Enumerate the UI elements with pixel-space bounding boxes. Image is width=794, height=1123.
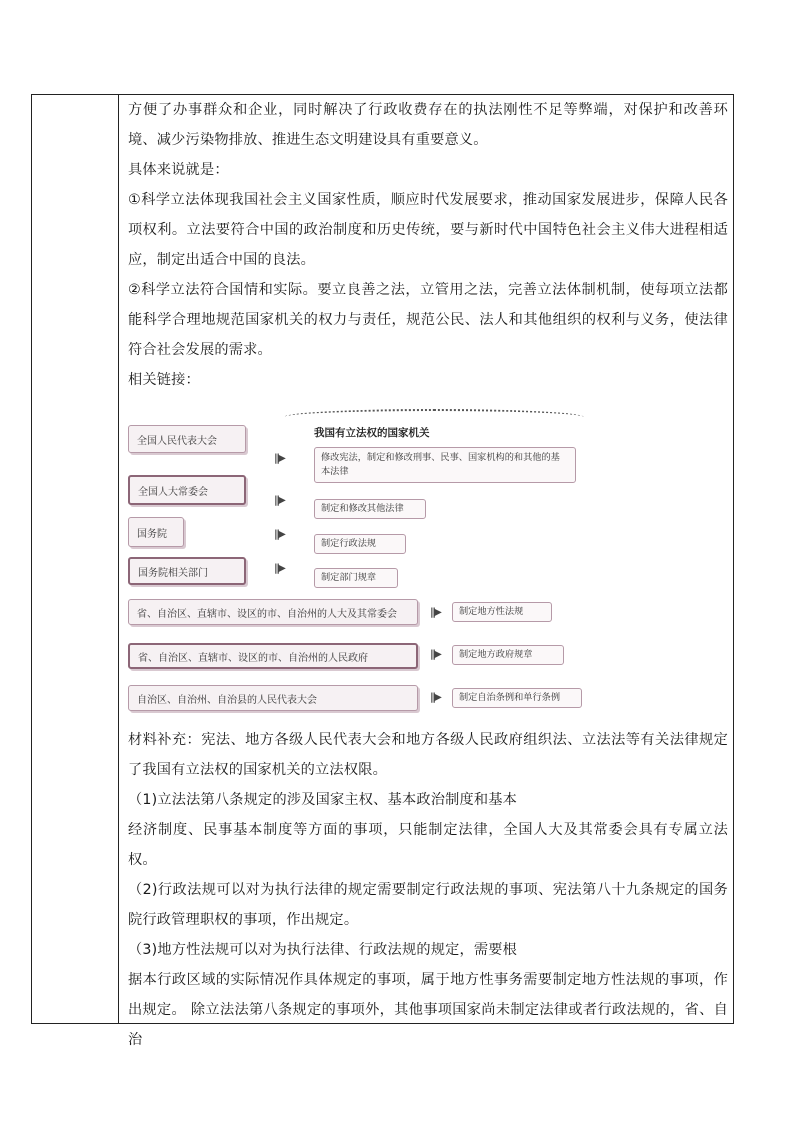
arrow-icon: |||▶ — [430, 649, 440, 660]
power-local-congress: 制定地方性法规 — [452, 602, 552, 622]
figure-title: 我国有立法权的国家机关 — [314, 427, 430, 439]
paragraph-intro: 方便了办事群众和企业，同时解决了行政收费存在的执法刚性不足等弊端，对保护和改善环境、减少污染物排放、推进生态文明建设具有重要意义。 — [128, 102, 728, 148]
arrow-icon: |||▶ — [274, 529, 284, 540]
arrow-icon: |||▶ — [274, 563, 284, 574]
arrow-icon: |||▶ — [274, 453, 284, 464]
paragraph-related-links: 相关链接： — [128, 372, 200, 388]
arrow-icon: |||▶ — [274, 495, 284, 506]
paragraph-item-1a: （1)立法法第八条规定的涉及国家主权、基本政治制度和基本 — [128, 792, 518, 808]
paragraph-point-1: ①科学立法体现我国社会主义国家性质，顺应时代发展要求，推动国家发展进步，保障人民各项权利。立法要符合中国的政治制度和历史传统，要与新时代中国特色社会主义伟大进程相适应，制定出适合中国的良法。 — [128, 192, 728, 268]
paragraph-item-1b: 经济制度、民事基本制度等方面的事项，只能制定法律，全国人大及其常委会具有专属立法权。 — [128, 822, 728, 868]
paragraph-item-3b: 据本行政区域的实际情况作具体规定的事项，属于地方性事务需要制定地方性法规的事项，作出规定。 除立法法第八条规定的事项外，其他事项国家尚未制定法律或者行政法规的，省、自治 — [128, 972, 728, 1048]
paragraph-item-2: （2)行政法规可以对为执行法律的规定需要制定行政法规的事项、宪法第八十九条规定的国务院行政管理职权的事项，作出规定。 — [128, 882, 728, 928]
legislative-organs-figure — [128, 401, 598, 719]
paragraph-item-3a: （3)地方性法规可以对为执行法律、行政法规的规定，需要根 — [128, 942, 518, 958]
arrow-icon: |||▶ — [430, 692, 440, 703]
arrow-icon: |||▶ — [430, 607, 440, 618]
paragraph-supplement: 材料补充：宪法、地方各级人民代表大会和地方各级人民政府组织法、立法法等有关法律规定了我国有立法权的国家机关的立法权限。 — [128, 732, 728, 778]
org-local-government: 省、自治区、直辖市、设区的市、自治州的人民政府 — [128, 643, 418, 669]
content-cell — [128, 95, 728, 1055]
power-npcsc: 制定和修改其他法律 — [314, 499, 426, 519]
org-autonomous-congress: 自治区、自治州、自治县的人民代表大会 — [128, 685, 418, 711]
power-npc: 修改宪法，制定和修改刑事、民事、国家机构的和其他的基本法律 — [314, 447, 576, 483]
org-state-council: 国务院 — [128, 517, 184, 547]
dotted-arc-decoration — [284, 409, 584, 421]
paragraph-specific: 具体来说就是： — [128, 162, 229, 178]
org-npcsc: 全国人大常委会 — [128, 475, 246, 505]
power-autonomous-congress: 制定自治条例和单行条例 — [452, 688, 582, 708]
org-state-council-depts: 国务院相关部门 — [128, 557, 246, 585]
content-table — [31, 94, 734, 1048]
paragraph-point-2: ②科学立法符合国情和实际。要立良善之法，立管用之法，完善立法体制机制，使每项立法都能科学合理地规范国家机关的权力与责任，规范公民、法人和其他组织的权利与义务，使法律符合社会发展的需求。 — [128, 282, 728, 358]
power-state-council-depts: 制定部门规章 — [314, 568, 398, 588]
org-npc: 全国人民代表大会 — [128, 425, 246, 453]
power-local-government: 制定地方政府规章 — [452, 645, 564, 665]
power-state-council: 制定行政法规 — [314, 534, 406, 554]
left-column-cell — [32, 95, 119, 1023]
org-local-congress: 省、自治区、直辖市、设区的市、自治州的人大及其常委会 — [128, 599, 418, 625]
